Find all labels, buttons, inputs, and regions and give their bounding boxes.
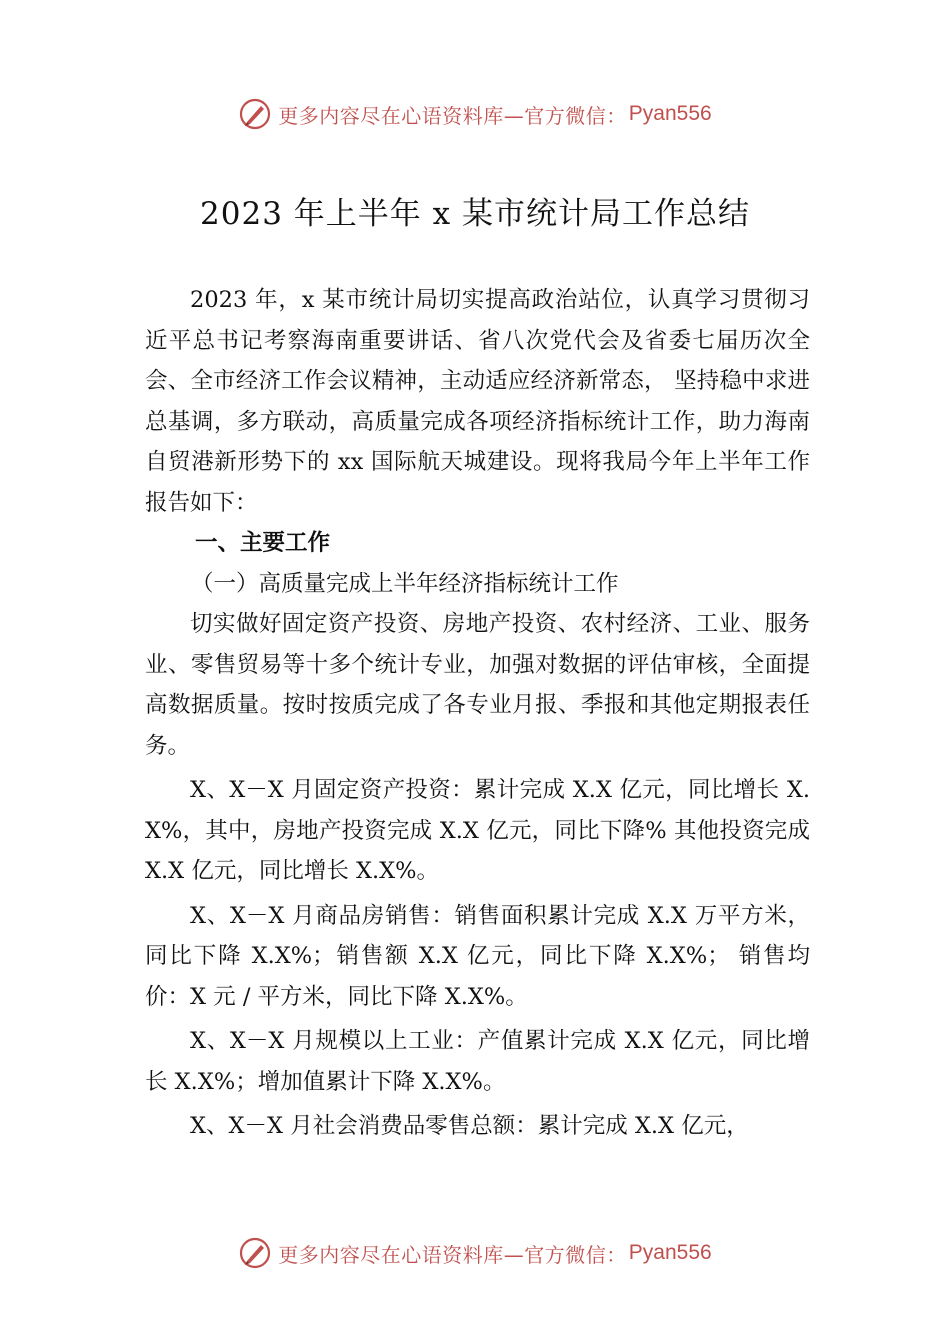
document-title: 2023 年上半年 x 某市统计局工作总结 (200, 196, 750, 232)
section-heading: 一、主要工作 (195, 530, 331, 556)
watermark-footer (0, 1233, 950, 1273)
watermark-id: Pyan556 (628, 102, 712, 125)
watermark-text: 更多内容尽在心语资料库—官方微信： (278, 103, 627, 128)
body-paragraph: X、X－X 月商品房销售：销售面积累计完成 X.X 万平方米，同比下降 X.X%；销售额 X.X 亿元，同比下降 X.X%； 销售均价：X 元 / 平方米，同比下降 X.X%。 (145, 902, 810, 1010)
document-body (145, 280, 810, 1147)
watermark-id: Pyan556 (628, 1241, 712, 1264)
body-paragraph: 切实做好固定资产投资、房地产投资、农村经济、工业、服务业、零售贸易等十多个统计专业，加强对数据的评估审核，全面提高数据质量。按时按质完成了各专业月报、季报和其他定期报表任务。 (145, 611, 810, 759)
watermark-text: 更多内容尽在心语资料库—官方微信： (278, 1242, 627, 1267)
body-paragraph: X、X－X 月规模以上工业：产值累计完成 X.X 亿元，同比增长 X.X%；增加值累计下降 X.X%。 (145, 1028, 810, 1095)
body-paragraph: X、X－X 月社会消费品零售总额：累计完成 X.X 亿元， (190, 1113, 749, 1139)
subsection-heading: （一）高质量完成上半年经济指标统计工作 (191, 570, 619, 597)
intro-paragraph: 2023 年，x 某市统计局切实提高政治站位，认真学习贯彻习近平总书记考察海南重要讲话、省八次党代会及省委七届历次全会、全市经济工作会议精神，主动适应经济新常态， 坚持稳中求进总基调，多方联动，高质量完成各项经济指标统计工作，助力海南自贸港新形势下的 xx 国际航天城建设。现将我局今年上半年工作报告如下： (145, 287, 810, 516)
body-paragraph: X、X－X 月固定资产投资：累计完成 X.X 亿元，同比增长 X.X%，其中，房地产投资完成 X.X 亿元，同比下降% 其他投资完成 X.X 亿元，同比增长 X.X%。 (145, 777, 810, 884)
pen-logo-icon (238, 1236, 272, 1270)
pen-logo-icon (238, 97, 272, 131)
watermark-header (0, 94, 950, 134)
